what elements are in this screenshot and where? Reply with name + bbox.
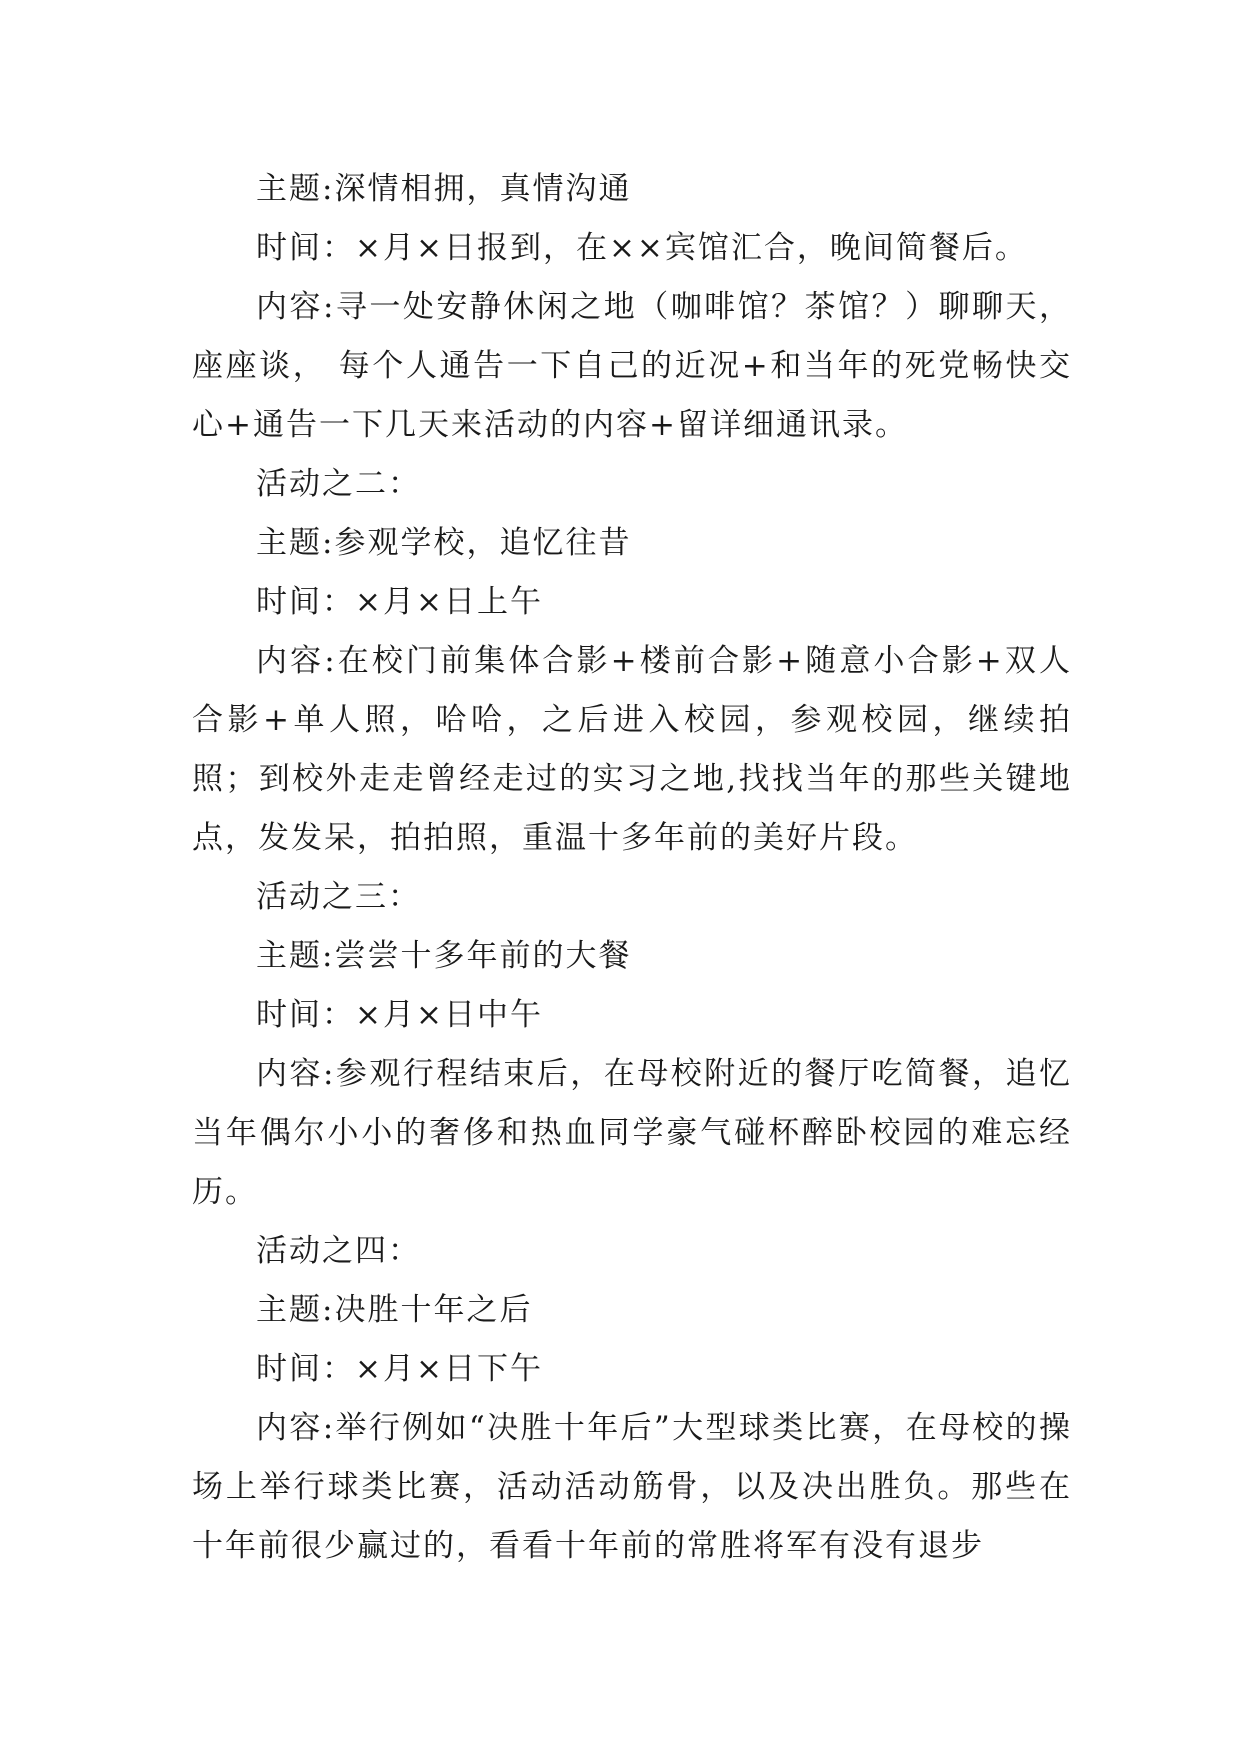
paragraph-theme-2: 主题:参观学校，追忆往昔 xyxy=(256,525,632,561)
paragraph-theme-4: 主题:决胜十年之后 xyxy=(256,1292,533,1328)
paragraph-content-3: 内容:参观行程结束后，在母校附近的餐厅吃简餐，追忆当年偶尔小小的奢侈和热血同学豪气碰杯醉卧校园的难忘经历。 xyxy=(192,1056,1072,1210)
paragraph-content-2: 内容:在校门前集体合影+楼前合影+随意小合影+双人合影+单人照，哈哈，之后进入校园，参观校园，继续拍照；到校外走走曾经走过的实习之地,找找当年的那些关键地点，发发呆，拍拍照，重温十多年前的美好片段。 xyxy=(192,643,1072,856)
paragraph-theme-1: 主题:深情相拥，真情沟通 xyxy=(256,171,632,207)
paragraph-time-3: 时间：×月×日中午 xyxy=(256,997,543,1033)
paragraph-content-1: 内容:寻一处安静休闲之地（咖啡馆？茶馆？）聊聊天，座座谈， 每个人通告一下自己的近况+和当年的死党畅快交心+通告一下几天来活动的内容+留详细通讯录。 xyxy=(192,289,1072,443)
document-body xyxy=(192,160,1072,1576)
heading-activity-4: 活动之四： xyxy=(256,1233,421,1269)
paragraph-content-4: 内容:举行例如“决胜十年后”大型球类比赛，在母校的操场上举行球类比赛，活动活动筋骨，以及决出胜负。那些在十年前很少赢过的，看看十年前的常胜将军有没有退步 xyxy=(192,1410,1072,1564)
paragraph-time-1: 时间：×月×日报到，在××宾馆汇合，晚间简餐后。 xyxy=(256,230,1028,266)
heading-activity-2: 活动之二： xyxy=(256,466,421,502)
paragraph-time-2: 时间：×月×日上午 xyxy=(256,584,543,620)
paragraph-time-4: 时间：×月×日下午 xyxy=(256,1351,543,1387)
paragraph-theme-3: 主题:尝尝十多年前的大餐 xyxy=(256,938,632,974)
heading-activity-3: 活动之三： xyxy=(256,879,421,915)
